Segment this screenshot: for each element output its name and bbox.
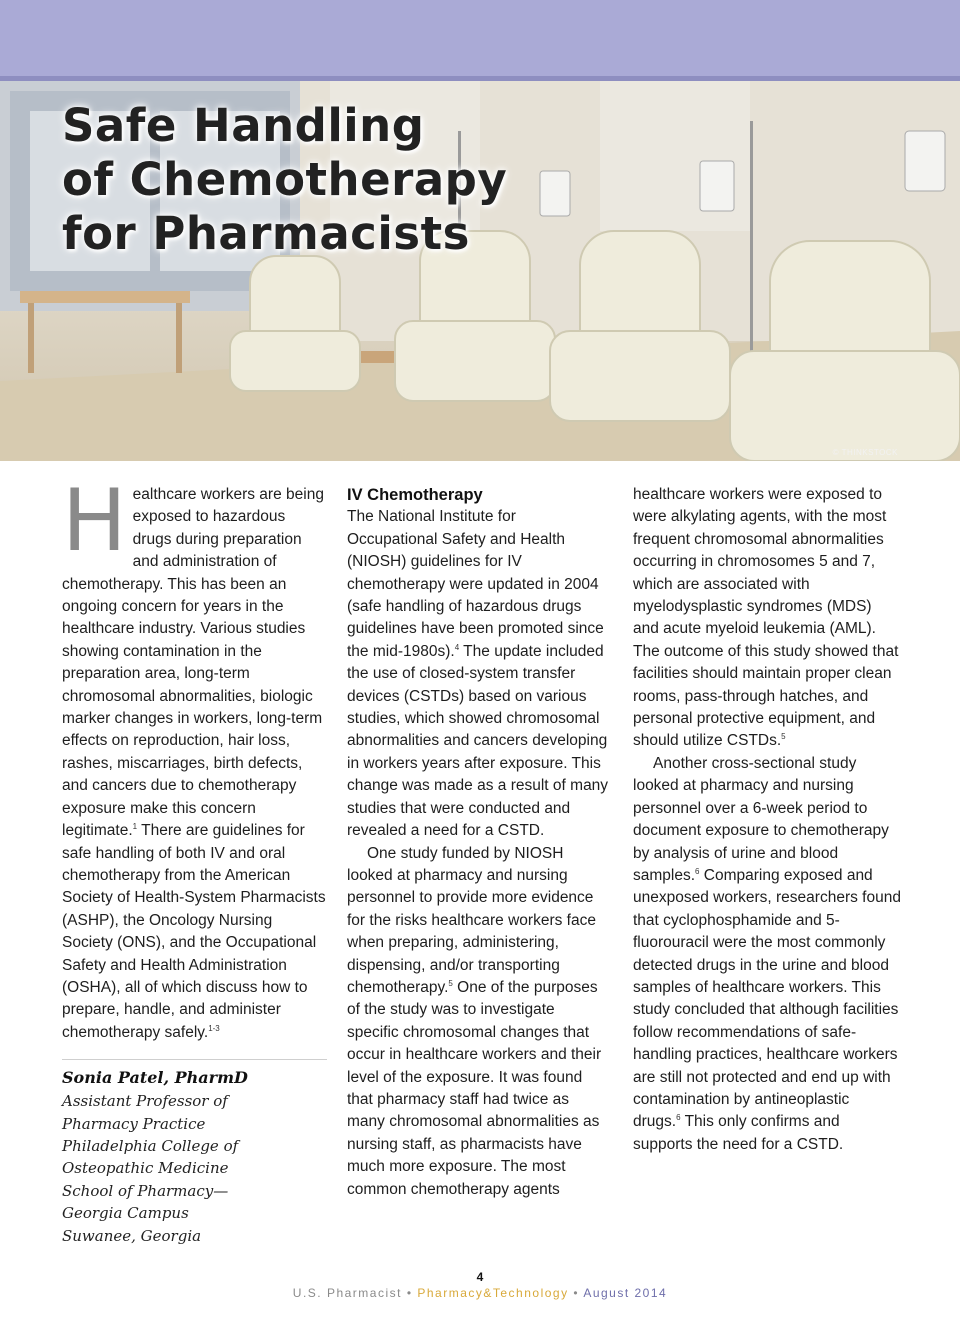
page-number: 4 — [476, 1270, 484, 1284]
author-affiliation-line: School of Pharmacy— — [62, 1181, 229, 1200]
body-paragraph: The National Institute for Occupational Safety and Health (NIOSH) guidelines for IV chemotherapy were updated in 2004 (safe handling of hazardous drugs guidelines have been promoted since the mid-1980s).$^4$ The update included the use of closed-system transfer devices (CSTDs) based on various studies, which showed chromosomal abnormalities and cancers developing in workers years after exposure. This change was made as a result of many studies that were conducted and revealed a need for a CSTD. — [347, 508, 609, 840]
author-affiliation-line: Philadelphia College of — [62, 1136, 239, 1155]
author-divider — [62, 1059, 327, 1060]
article-title — [62, 99, 507, 261]
issue-date: August 2014 — [583, 1286, 668, 1300]
author-affiliation-line: Georgia Campus — [62, 1204, 189, 1223]
reference-marker: 5 — [448, 978, 453, 988]
reference-marker: 6 — [695, 866, 700, 876]
reference-marker: 1 — [132, 821, 138, 831]
author-block — [62, 1066, 327, 1247]
author-name: Sonia Patel, PharmD — [62, 1068, 248, 1088]
title-line-1: Safe Handling — [62, 99, 425, 152]
reference-marker: 6 — [676, 1113, 681, 1123]
drop-cap: H — [62, 471, 127, 571]
body-paragraph: healthcare workers were exposed to were alkylating agents, with the most frequent chromosomal abnormalities occurring in chromosomes 5 and 7, which are associated with myelodysplastic syndromes (MDS) and acute myeloid leukemia (AML). The outcome of this study showed that facilities should maintain proper clean rooms, pass-through hatches, and personal protective equipment, and should utilize CSTDs.$^5$ — [633, 486, 899, 750]
author-affiliation-line: Assistant Professor of — [62, 1092, 228, 1111]
column-3 — [633, 484, 901, 1156]
title-line-2: of Chemotherapy — [62, 153, 508, 206]
reference-marker: 4 — [454, 642, 460, 652]
hero-photo — [0, 81, 960, 461]
section-name: Pharmacy&Technology — [417, 1286, 569, 1300]
reference-marker: 5 — [781, 732, 786, 742]
body-paragraph: One study funded by NIOSH looked at pharmacy and nursing personnel to provide more evidence for the risks healthcare workers face when preparing, administering, dispensing, and/or transporting chemotherapy.$^5$ One of the purposes of the study was to investigate specific chromosomal changes that occur in healthcare workers and their level of the exposure. It was found that pharmacy staff had twice as many chromosomal abnormalities as nursing staff, as pharmacists have much more exposure. The most common chemotherapy agents — [347, 844, 602, 1198]
publication-name: U.S. Pharmacist — [292, 1286, 402, 1300]
column-1 — [62, 471, 327, 1247]
section-heading: IV Chemotherapy — [347, 486, 483, 504]
photo-credit: © THINKSTOCK — [832, 448, 898, 457]
author-affiliation-line: Suwanee, Georgia — [62, 1226, 202, 1245]
intro-paragraph: Healthcare workers are being exposed to hazardous drugs during preparation and administration of chemotherapy. This has been an ongoing concern for years in the healthcare industry. Various studies showing contamination in the preparation area, long-term chromosomal abnormalities, biologic marker changes in workers, long-term effects on reproduction, hair loss, rashes, miscarriages, birth defects, and cancers due to chemotherapy exposure make this concern legitimate.$^1$ There are guidelines for safe handling of both IV and oral chemotherapy from the American Society of Health-System Pharmacists (ASHP), the Oncology Nursing Society (ONS), and the Occupational Safety and Health Administration (OSHA), all of which discuss how to prepare, handle, and administer chemotherapy safely.$^{1-3}$ — [62, 471, 326, 1041]
body-paragraph: Another cross-sectional study looked at pharmacy and nursing personnel over a 6-week period to document exposure to chemotherapy by analysis of urine and blood samples.$^6$ Comparing exposed and unexposed workers, researchers found that cyclophosphamide and 5-fluorouracil were the most commonly detected drugs in the urine and blood samples of healthcare workers. This study concluded that although facilities follow recommendations of safe-handling practices, healthcare workers are still not protected and end up with contamination by antineoplastic drugs.$^6$ This only confirms and supports the need for a CSTD. — [633, 754, 901, 1153]
top-color-band — [0, 0, 960, 76]
column-2 — [347, 484, 609, 1201]
author-affiliation-line: Osteopathic Medicine — [62, 1159, 229, 1178]
author-affiliation-line: Pharmacy Practice — [62, 1114, 206, 1133]
footer-line: U.S. Pharmacist • Pharmacy&Technology • August 2014 — [292, 1286, 668, 1300]
reference-marker: 1-3 — [208, 1023, 220, 1033]
title-line-3: for Pharmacists — [62, 207, 470, 260]
